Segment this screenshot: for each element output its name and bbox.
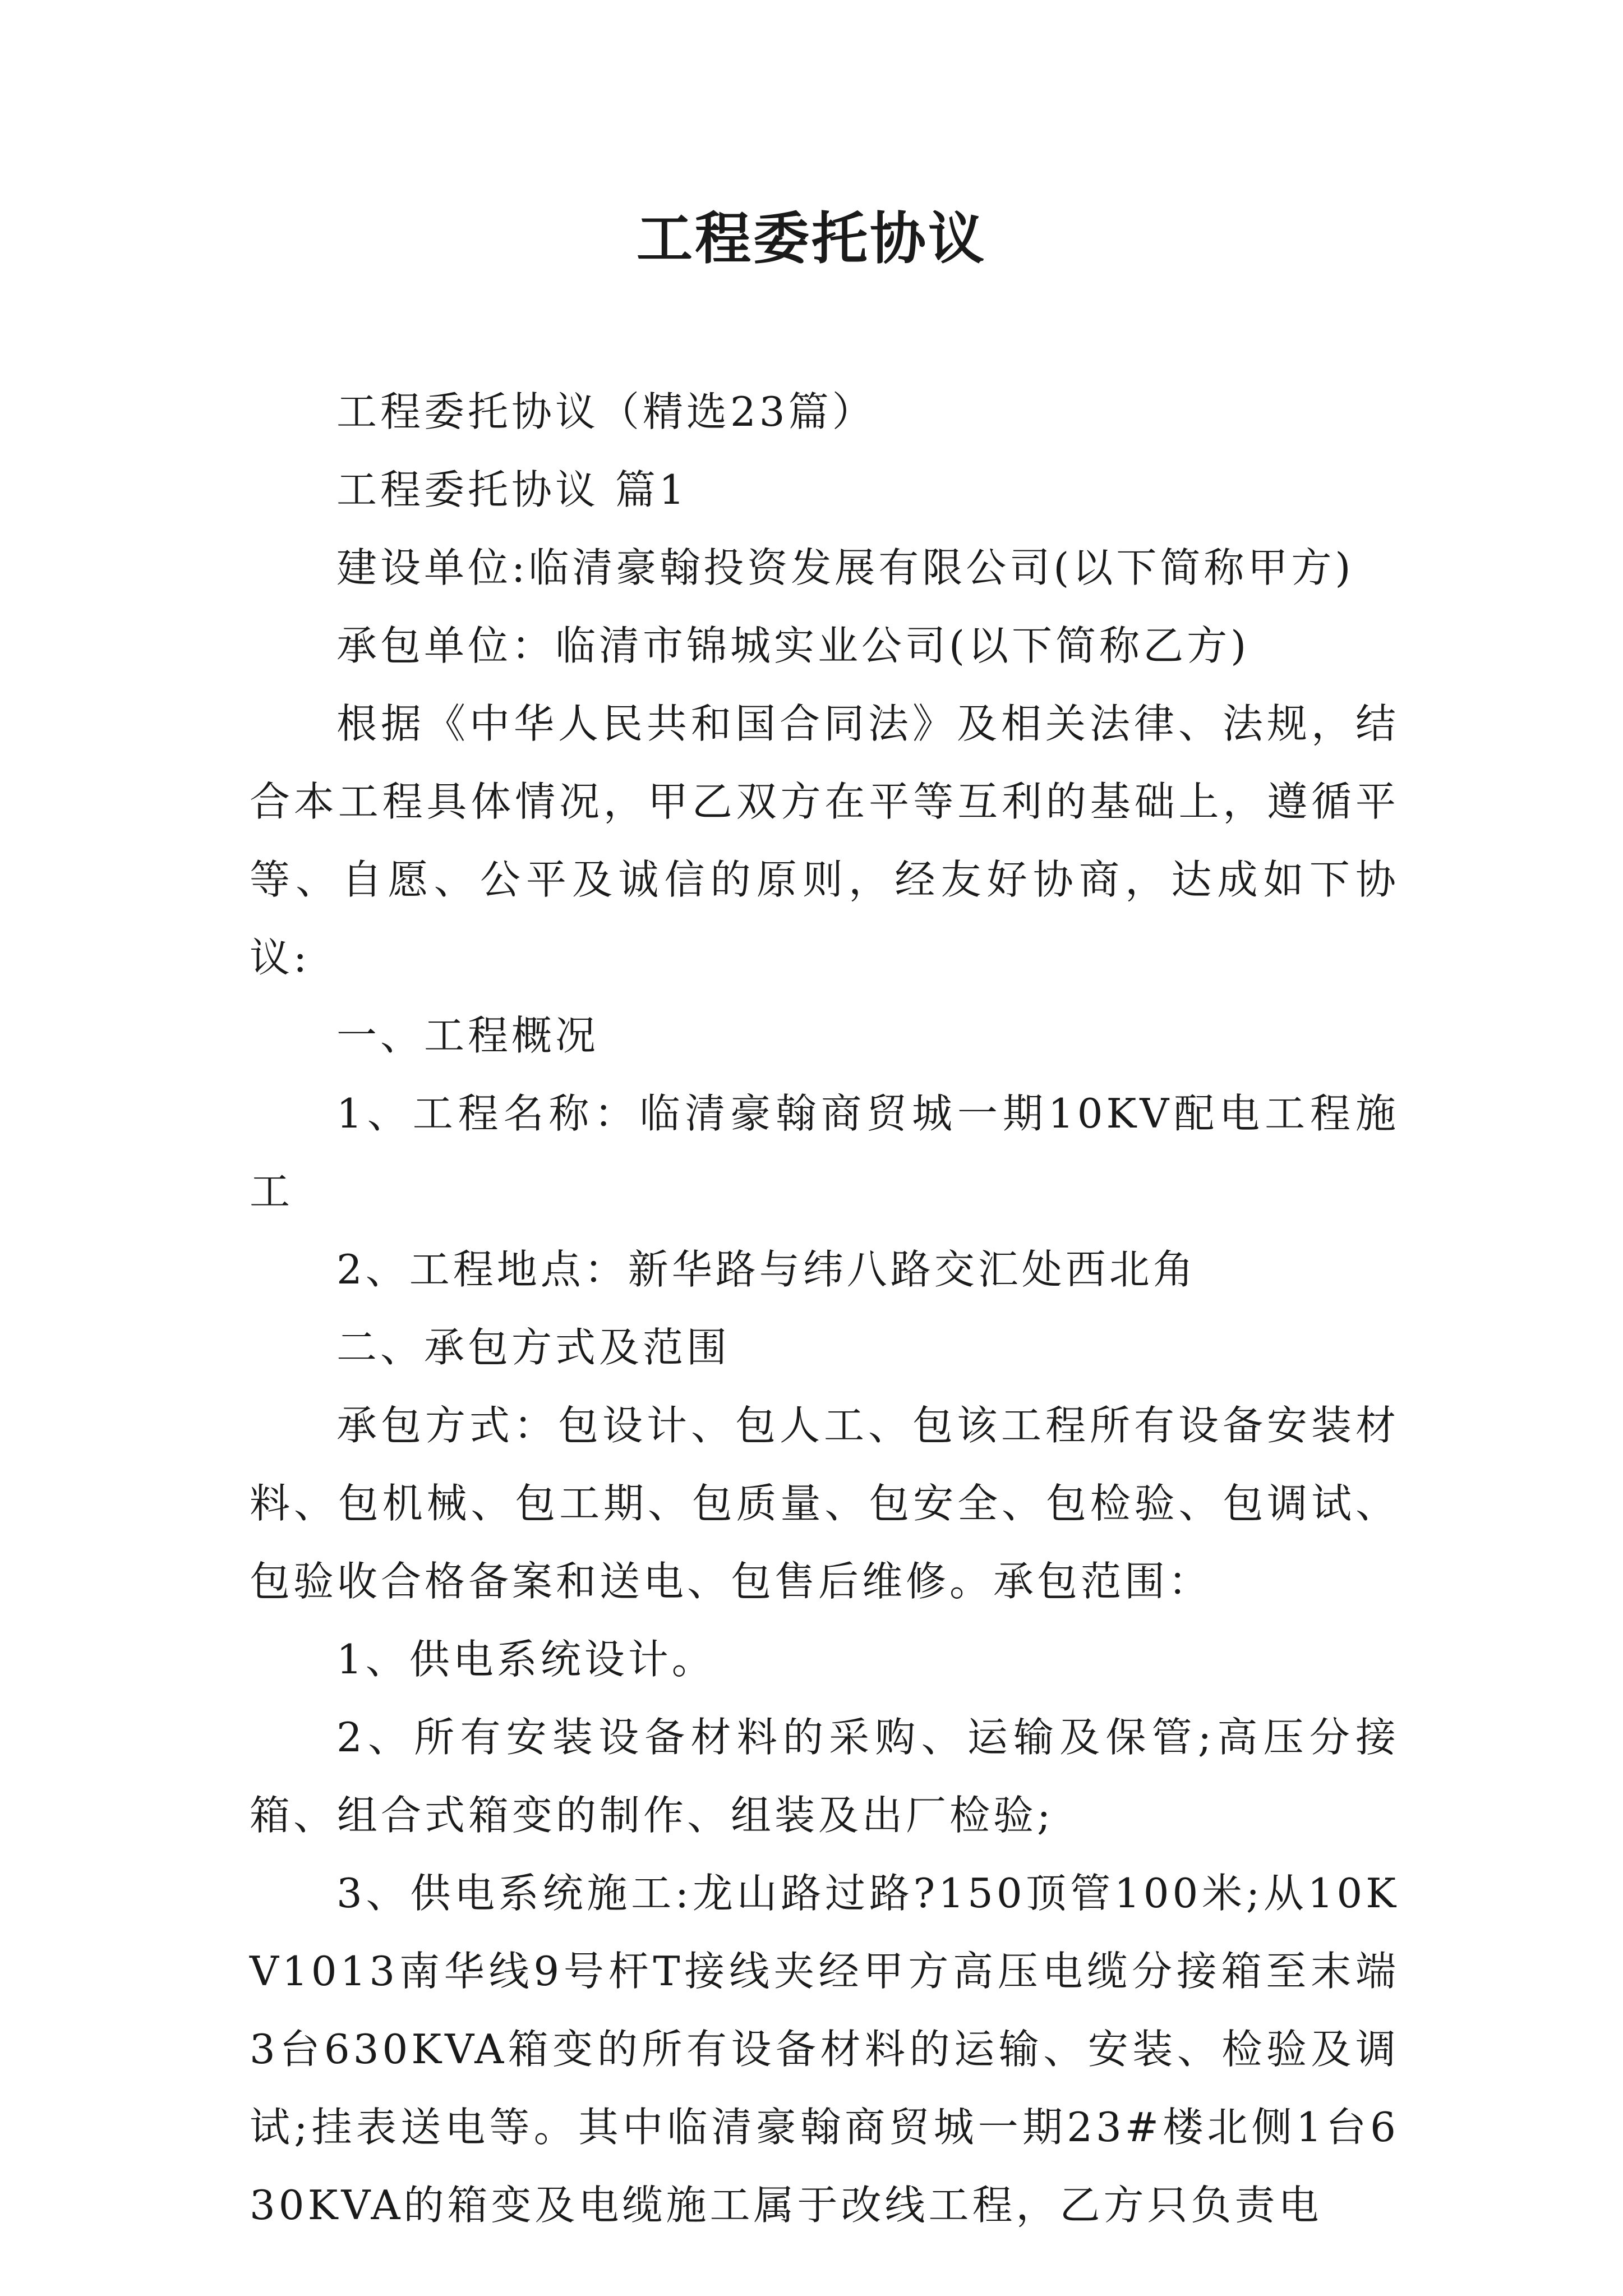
list-item: 1、供电系统设计。 [336, 1636, 716, 1683]
subtitle-paragraph: 工程委托协议（精选23篇） [336, 388, 876, 435]
party-a-paragraph: 建设单位:临清豪翰投资发展有限公司(以下简称甲方) [336, 544, 1354, 591]
section-heading: 二、承包方式及范围 [336, 1324, 731, 1371]
section-heading: 一、工程概况 [336, 1012, 600, 1059]
party-b-paragraph: 承包单位：临清市锦城实业公司(以下简称乙方) [336, 622, 1250, 669]
list-item: 2、所有安装设备材料的采购、运输及保管;高压分接箱、组合式箱变的制作、组装及出厂检验; [250, 1714, 1399, 1839]
list-item: 1、工程名称：临清豪翰商贸城一期10KV配电工程施工 [250, 1090, 1399, 1215]
section-heading: 工程委托协议 篇1 [336, 466, 688, 513]
list-item: 3、供电系统施工:龙山路过路?150顶管100米;从10KV1013南华线9号杆T接线夹经甲方高压电缆分接箱至末端3台630KVA箱变的所有设备材料的运输、安装、检验及调试;挂表送电等。其中临清豪翰商贸城一期23#楼北侧1台630KVA的箱变及电缆施工属于改线工程，乙方只负责电 [250, 1870, 1399, 2229]
document-title: 工程委托协议 [637, 205, 986, 272]
preamble-paragraph: 根据《中华人民共和国合同法》及相关法律、法规，结合本工程具体情况，甲乙双方在平等互利的基础上，遵循平等、自愿、公平及诚信的原则，经友好协商，达成如下协议: [250, 700, 1399, 981]
contract-method-paragraph: 承包方式：包设计、包人工、包该工程所有设备安装材料、包机械、包工期、包质量、包安全、包检验、包调试、包验收合格备案和送电、包售后维修。承包范围： [250, 1402, 1399, 1605]
list-item: 2、工程地点：新华路与纬八路交汇处西北角 [336, 1246, 1197, 1293]
document-body [250, 373, 1399, 2244]
